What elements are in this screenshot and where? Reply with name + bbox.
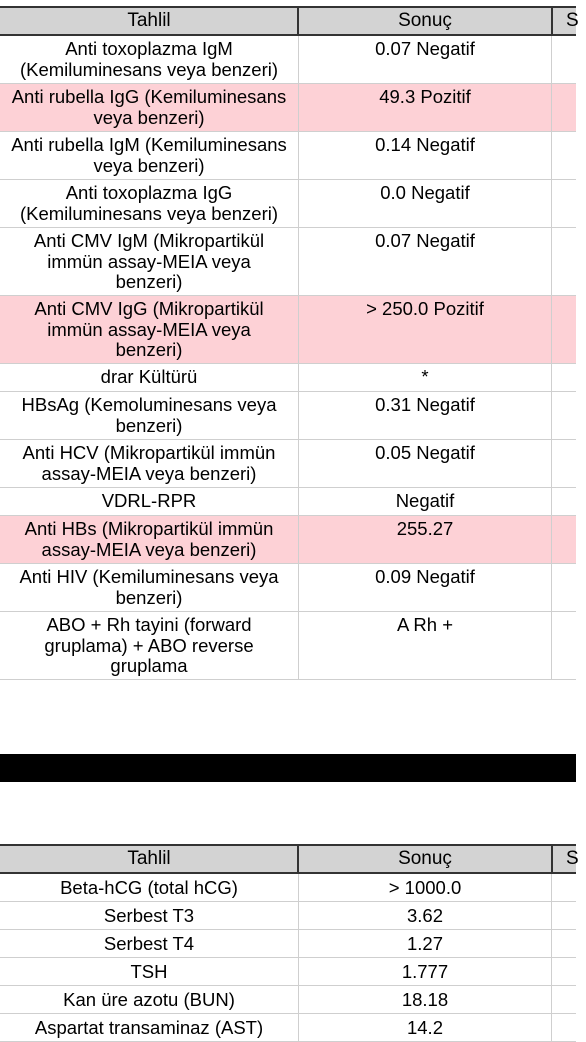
table-row[interactable]	[0, 488, 576, 516]
table-row[interactable]	[0, 440, 576, 488]
screenshot-separator	[0, 754, 576, 782]
test-name: Anti HCV (Mikropartikül immün assay-MEIA veya benzeri)	[22, 442, 276, 484]
table-row[interactable]	[0, 612, 576, 680]
table-row[interactable]	[0, 902, 576, 930]
test-result: 255.27	[396, 518, 454, 539]
test-result: 0.14 Negatif	[375, 134, 475, 155]
test-result: 0.09 Negatif	[375, 566, 475, 587]
table-row[interactable]	[0, 364, 576, 392]
test-result: > 250.0 Pozitif	[366, 298, 484, 319]
test-name: Beta-hCG (total hCG)	[60, 877, 238, 898]
table-row[interactable]	[0, 36, 576, 84]
table-row[interactable]	[0, 930, 576, 958]
table-header	[0, 6, 579, 36]
test-name: Anti toxoplazma IgM (Kemiluminesans veya benzeri)	[19, 38, 279, 80]
test-result: 0.31 Negatif	[375, 394, 475, 415]
table-row[interactable]	[0, 228, 576, 296]
test-result: Negatif	[395, 490, 455, 511]
test-name: Anti CMV IgM (Mikropartikül immün assay-MEIA veya benzeri)	[33, 230, 265, 292]
test-name: Serbest T4	[103, 933, 195, 954]
table-row[interactable]	[0, 516, 576, 564]
test-result: > 1000.0	[388, 877, 462, 898]
header-tahlil: Tahlil	[127, 848, 171, 869]
test-result: 0.0 Negatif	[380, 182, 470, 203]
test-name: Anti rubella IgM (Kemiluminesans veya benzeri)	[11, 134, 287, 176]
test-name: ABO + Rh tayini (forward gruplama) + ABO reverse gruplama	[44, 614, 254, 676]
test-name: Anti rubella IgG (Kemiluminesans veya benzeri)	[11, 86, 287, 128]
test-name: Aspartat transaminaz (AST)	[34, 1017, 264, 1038]
test-name: Anti HIV (Kemiluminesans veya benzeri)	[19, 566, 279, 608]
table-row[interactable]	[0, 132, 576, 180]
test-result: 3.62	[406, 905, 443, 926]
table-row[interactable]	[0, 84, 576, 132]
test-name: Anti toxoplazma IgG (Kemiluminesans veya benzeri)	[19, 182, 279, 224]
test-result: 1.27	[406, 933, 443, 954]
test-result: 1.777	[401, 961, 449, 982]
test-result: 0.07 Negatif	[375, 38, 475, 59]
test-name: Anti CMV IgG (Mikropartikül immün assay-MEIA veya benzeri)	[34, 298, 264, 360]
table-row[interactable]	[0, 874, 576, 902]
test-name: drar Kültürü	[100, 366, 198, 387]
table-header	[0, 844, 579, 874]
header-sonuc: Sonuç	[398, 10, 452, 31]
test-result: 14.2	[406, 1017, 443, 1038]
table-row[interactable]	[0, 296, 576, 364]
test-result: *	[421, 366, 429, 387]
header-tahlil: Tahlil	[127, 10, 171, 31]
test-name: TSH	[130, 961, 168, 982]
table-row[interactable]	[0, 392, 576, 440]
table-row[interactable]	[0, 564, 576, 612]
test-name: HBsAg (Kemoluminesans veya benzeri)	[21, 394, 277, 436]
test-result: A Rh +	[396, 614, 454, 635]
test-name: Kan üre azotu (BUN)	[63, 989, 235, 1010]
table-row[interactable]	[0, 180, 576, 228]
header-third: S	[566, 848, 579, 869]
table-row[interactable]	[0, 1014, 576, 1042]
results-table-2	[0, 840, 579, 1038]
test-name: Serbest T3	[103, 905, 195, 926]
table-row[interactable]	[0, 986, 576, 1014]
test-result: 0.05 Negatif	[375, 442, 475, 463]
table-row[interactable]	[0, 958, 576, 986]
header-third: S	[566, 10, 579, 31]
test-name: Anti HBs (Mikropartikül immün assay-MEIA veya benzeri)	[24, 518, 274, 560]
test-result: 18.18	[401, 989, 449, 1010]
test-name: VDRL-RPR	[101, 490, 197, 511]
test-result: 0.07 Negatif	[375, 230, 475, 251]
test-result: 49.3 Pozitif	[379, 86, 471, 107]
header-sonuc: Sonuç	[398, 848, 452, 869]
